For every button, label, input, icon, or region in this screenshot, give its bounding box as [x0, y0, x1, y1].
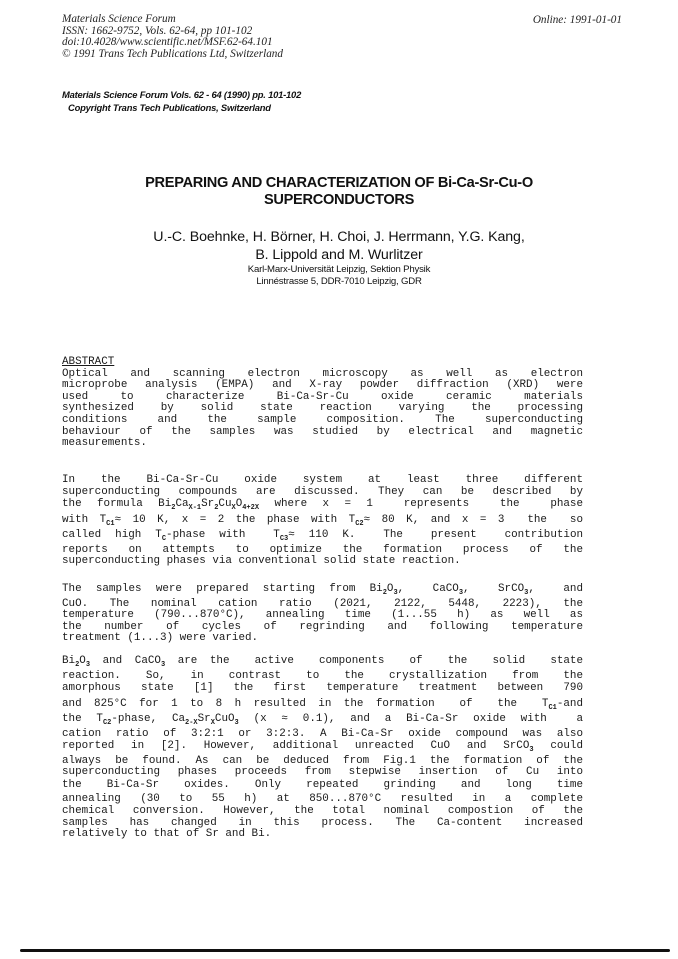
text: and CaCO — [90, 655, 161, 667]
text: ≈ 80 K, and x = 3 the so — [363, 513, 583, 526]
text: called high T — [62, 529, 162, 542]
body-line: superconducting compounds are discussed. They can be described by — [62, 485, 583, 498]
subscript: X — [231, 504, 236, 513]
abstract-line: Optical and scanning electron microscopy as well as electron — [62, 367, 583, 380]
body-paragraph-3 — [62, 655, 583, 841]
body-line — [62, 514, 583, 530]
body-line: reports on attempts to optimize the formation process of the — [62, 543, 583, 556]
journal-header — [62, 89, 301, 114]
abstract-line: microprobe analysis (EMPA) and X-ray powder diffraction (XRD) were — [62, 379, 583, 392]
paper-title — [0, 175, 678, 209]
body-line: reaction. So, in contrast to the crystallization from the — [62, 669, 583, 682]
text: Sr — [197, 713, 211, 726]
title-line: SUPERCONDUCTORS — [263, 192, 415, 208]
abstract-line: synthesized by solid state reaction varying the processing — [62, 402, 583, 415]
subscript: 2 — [382, 589, 387, 597]
text: Ca — [175, 498, 189, 511]
text: are the active components of the solid state — [165, 655, 583, 667]
body-line-formula — [62, 498, 583, 514]
text: the formula Bi — [62, 498, 172, 511]
abstract-line: behaviour of the samples was studied by electrical and magnetic — [62, 425, 583, 438]
text: reported in [2]. However, additional unreacted CuO and SrCO — [62, 740, 530, 753]
abstract-line: conditions and the sample composition. The superconducting — [62, 413, 583, 426]
subscript: 3 — [234, 719, 239, 728]
body-line: superconducting phases via conventional solid state reaction. — [62, 555, 461, 568]
body-line — [62, 529, 583, 545]
text: where x = 1 represents the phase — [259, 498, 583, 511]
text: -phase, Ca — [111, 713, 186, 726]
subscript: 3 — [85, 661, 91, 669]
body-line: relatively to that of Sr and Bi. — [62, 828, 272, 841]
subscript: 3 — [458, 589, 464, 597]
title-line: PREPARING AND CHARACTERIZATION OF Bi-Ca-Sr-Cu-O — [145, 175, 533, 191]
subscript: 2 — [214, 504, 219, 513]
abstract-section — [62, 357, 583, 450]
journal-volume: Materials Science Forum Vols. 62 - 64 (1990) pp. 101-102 — [62, 89, 302, 100]
body-line: CuO. The nominal cation ratio (2021, 2122, 5448, 2223), the — [62, 597, 583, 610]
body-line — [62, 655, 583, 671]
subscript: 2 — [171, 504, 176, 513]
body-line: chemical conversion. However, the total nominal compostion of the — [62, 804, 583, 817]
online-date: Online: 1991-01-01 — [532, 14, 622, 26]
meta-doi[interactable]: doi:10.4028/www.scientific.net/MSF.62-64.101 — [62, 36, 273, 49]
subscript: 3 — [160, 661, 166, 669]
text: (x ≈ 0.1), and a Bi-Ca-Sr oxide with a — [238, 713, 583, 726]
text: , SrCO — [463, 583, 525, 595]
subscript: 3 — [393, 589, 398, 597]
body-line: In the Bi-Ca-Sr-Cu oxide system at least three different — [62, 474, 583, 486]
subscript: 4+2X — [242, 504, 260, 513]
text: and 825°C for 1 to 8 h resulted in the formation of the T — [62, 697, 549, 710]
author-list — [0, 229, 678, 264]
affiliation-line: Karl-Marx-Universität Leipzig, Sektion Physik — [247, 264, 431, 275]
body-line: annealing (30 to 55 h) at 850...870°C resulted in a complete — [62, 793, 583, 806]
body-line: cation ratio of 3:2:1 or 3:2:3. A Bi-Ca-Sr oxide compound was also — [62, 727, 583, 740]
text: O — [79, 655, 86, 667]
subscript: 2-X — [185, 719, 198, 728]
body-line: superconducting phases proceeds from stepwise insertion of Cu into — [62, 766, 583, 779]
text: could — [533, 740, 583, 753]
subscript: X-1 — [188, 504, 202, 513]
journal-copyright: Copyright Trans Tech Publications, Switzerland — [68, 101, 271, 113]
text: with T — [62, 513, 107, 526]
body-line: treatment (1...3) were varied. — [62, 632, 259, 645]
subscript: C2 — [102, 719, 112, 728]
subscript: C1 — [548, 703, 557, 712]
body-line: amorphous state [1] the first temperature treatment between 790 — [62, 682, 583, 695]
body-line — [62, 583, 583, 599]
body-line: temperature (790...870°C), annealing time (1...55 h) as well as — [62, 609, 583, 622]
subscript: 3 — [529, 746, 534, 755]
body-line: the Bi-Ca-Sr oxides. Only repeated grinding and long time — [62, 778, 583, 791]
text: The samples were prepared starting from Bi — [62, 583, 383, 595]
subscript: X — [210, 719, 215, 728]
citation-metadata — [62, 14, 283, 60]
subscript: C1 — [106, 519, 115, 528]
text: O — [386, 583, 394, 595]
meta-copyright: © 1991 Trans Tech Publications Ltd, Switzerland — [62, 47, 283, 60]
body-line: always be found. As can be deduced from Fig.1 the formation of the — [62, 754, 583, 767]
meta-issn: ISSN: 1662-9752, Vols. 62-64, pp 101-102 — [62, 24, 253, 37]
affiliation — [0, 264, 678, 289]
subscript: C — [161, 535, 167, 544]
subscript: C2 — [355, 519, 364, 528]
subscript: 3 — [524, 589, 529, 597]
authors-line: U.-C. Boehnke, H. Börner, H. Choi, J. Herrmann, Y.G. Kang, — [153, 229, 525, 245]
body-line — [62, 740, 583, 756]
abstract-line: used to characterize Bi-Ca-Sr-Cu oxide ceramic materials — [62, 390, 583, 403]
text: Bi — [62, 655, 76, 667]
body-line — [62, 698, 583, 714]
text: CuO — [214, 713, 235, 726]
text: O — [235, 498, 243, 511]
body-line: the number of cycles of regrinding and following temperature — [62, 620, 583, 633]
subscript: C3 — [279, 535, 289, 544]
body-line: samples has changed in this process. The Ca-content increased — [62, 816, 583, 829]
body-line — [62, 713, 583, 729]
body-paragraph-2 — [62, 583, 583, 645]
text: -phase with T — [166, 529, 280, 542]
affiliation-line: Linnéstrasse 5, DDR-7010 Leipzig, GDR — [256, 276, 422, 288]
page-bottom-rule — [20, 949, 670, 952]
subscript: 2 — [75, 661, 80, 669]
text: , CaCO — [397, 583, 459, 595]
abstract-line: measurements. — [62, 437, 147, 450]
authors-line: B. Lippold and M. Wurlitzer — [255, 246, 423, 263]
text: -and — [556, 697, 583, 710]
body-paragraph-1 — [62, 475, 583, 568]
text: ≈ 10 K, x = 2 the phase with T — [114, 513, 356, 526]
abstract-heading: ABSTRACT — [62, 356, 115, 368]
text: Cu — [218, 498, 232, 511]
text: ≈ 110 K. The present contribution — [288, 529, 584, 542]
meta-journal: Materials Science Forum — [62, 13, 176, 25]
text: , and — [528, 583, 583, 595]
text: the T — [62, 713, 103, 726]
text: Sr — [201, 498, 215, 511]
